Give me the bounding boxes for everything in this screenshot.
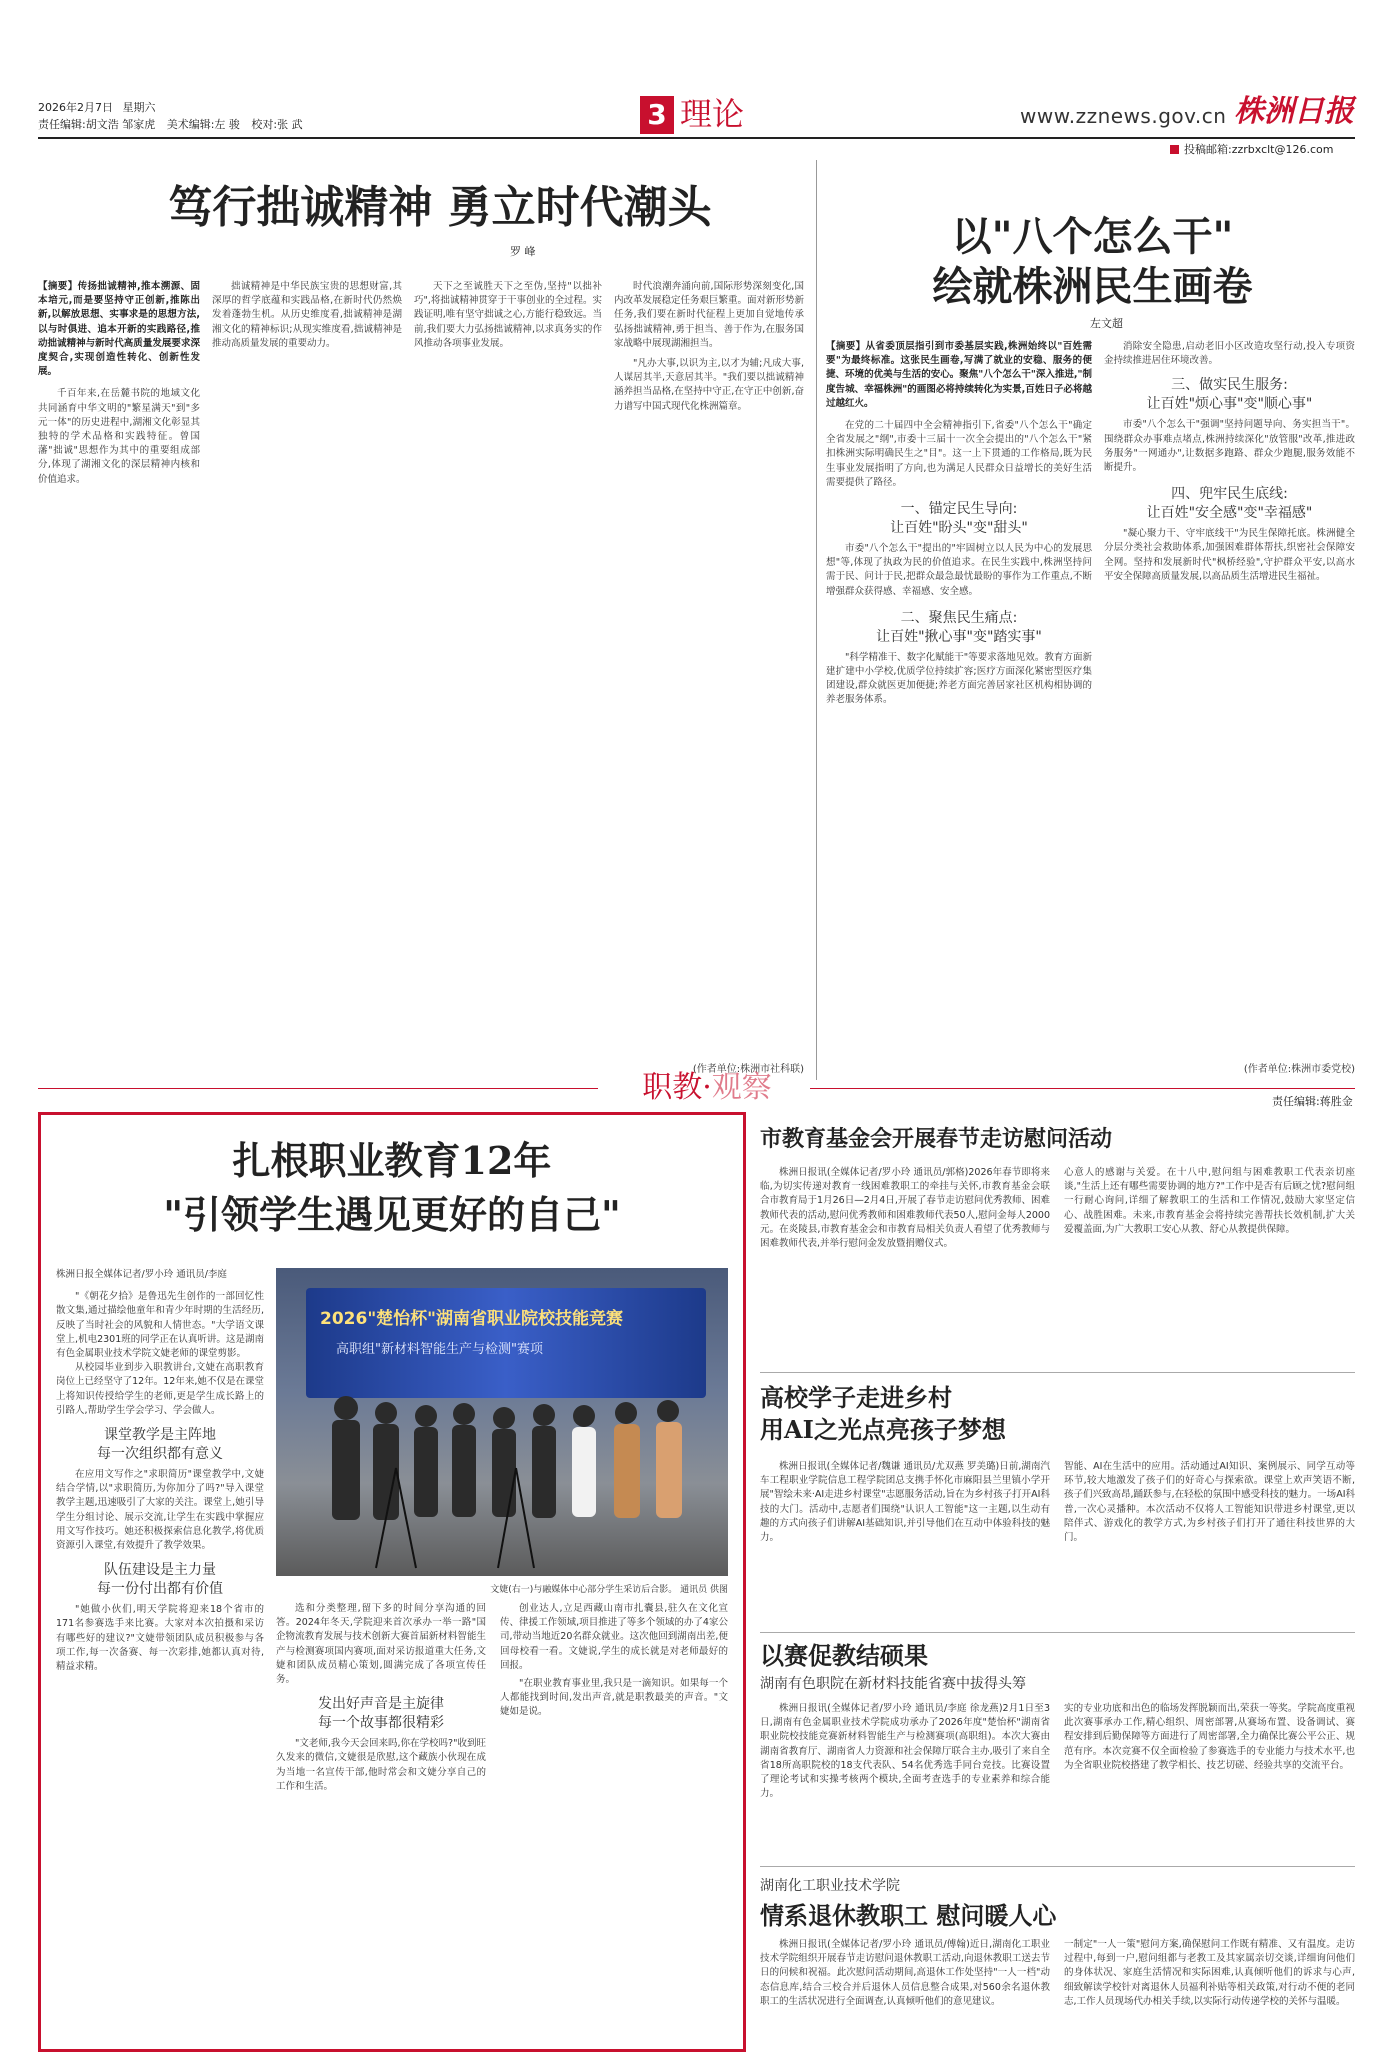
- issue-weekday: 星期六: [122, 101, 156, 114]
- news3-subtitle: 湖南有色职院在新材料技能省赛中拔得头筹: [760, 1676, 1026, 1692]
- article2-section2b: 让百姓"揪心事"变"踏实事": [876, 628, 1042, 645]
- website-url: www.zznews.gov.cn: [1020, 104, 1227, 128]
- feature-sub1-line1: 课堂教学是主阵地: [104, 1427, 216, 1444]
- person-head: [334, 1396, 358, 1420]
- page-section-title: 理论: [680, 95, 745, 133]
- feature-col3-body: 创业达人,立足西藏山南市扎囊县,驻久在文化宣传、律援工作领域,项目推进了等多个领域的办了4家公司,带动当地近20名群众就业。这次他回到湖南出差,便回母校看一看。文婕说,学生的成长就是对老师最好的回报。: [500, 1603, 728, 1671]
- article2-title-line1: 以"八个怎么干": [951, 213, 1234, 260]
- art-editor: 美术编辑:左 骏: [166, 118, 240, 131]
- tripod-leg: [516, 1468, 534, 1568]
- article2-section1: 一、锚定民生导向:: [900, 501, 1018, 518]
- person-head: [615, 1402, 637, 1424]
- article2-section2-body: "科学精准干、数字化赋能干"等要求落地见效。教育方面新建扩建中小学校,优质学位持续扩容;医疗方面深化紧密型医疗集团建设,群众就医更加便捷;养老方面完善居家社区机构相协调的养老服务体系。: [826, 651, 1092, 706]
- article2-author: 左文超: [1090, 317, 1123, 330]
- article2-section4b: 让百姓"安全感"变"幸福感": [1146, 505, 1313, 522]
- news4-body2: 一制定"一人一策"慰问方案,确保慰问工作既有精准、又有温度。走访过程中,每到一户,慰问组都与老教工及其家属亲切交谈,详细询问他们的身体状况、家庭生活情况和实际困难,认真倾听他们的诉求与心声,细致解读学校针对离退休人员福利补贴等相关政策,对行动不便的老同志,工作人员现场代办相关手续,以实际行动传递学校的关怀与温暖。: [1064, 1939, 1355, 2007]
- section-editor: 责任编辑:蒋胜金: [1272, 1095, 1353, 1108]
- section-title-dot: ·: [702, 1070, 712, 1105]
- news2-body2: 智能、AI在生活中的应用。活动通过AI知识、案例展示、同学互动等环节,较大地激发了孩子们的好奇心与探索欲。课堂上欢声笑语不断,孩子们兴致高昂,踊跃参与,在轻松的氛围中感受科技的魅力。一场AI科普,一次心灵播种。本次活动不仅将人工智能知识带进乡村课堂,更以陪伴式、游戏化的教学方式,为乡村孩子们打开了通往科技世界的大门。: [1064, 1461, 1355, 1544]
- paper-logo: 株洲日报: [1234, 94, 1354, 129]
- tripod-leg: [396, 1468, 416, 1568]
- news-divider: [760, 1632, 1355, 1633]
- person-body: [332, 1420, 360, 1520]
- feature-col2-body2: "文老师,我今天会回来吗,你在学校吗?"收到旺久发来的微信,文婕很是欣慰,这个藏族小伙现在成为当地一名宣传干部,他时常会和文婕分享自己的工作和生活。: [276, 1738, 486, 1792]
- editor-line: [38, 117, 303, 132]
- photo-banner-subtitle: 高职组"新材料智能生产与检测"赛项: [336, 1342, 543, 1357]
- article2-section3: 三、做实民生服务:: [1171, 377, 1288, 394]
- feature-sub2-line1: 队伍建设是主力量: [104, 1562, 216, 1579]
- column-divider: [816, 160, 817, 1080]
- feature-lead2: 从校园毕业到步入职教讲台,文婕在高职教育岗位上已经坚守了12年。12年来,她不仅是在课堂上将知识传授给学生的老师,更是学生成长路上的引路人,帮助学生学会学习、学会做人。: [56, 1362, 264, 1416]
- person-head: [493, 1407, 515, 1429]
- news2-title-line1: 高校学子走进乡村: [760, 1383, 952, 1412]
- news2-col1: [760, 1460, 1050, 1625]
- news3-col2: [1064, 1702, 1355, 1862]
- proof-editor: 校对:张 武: [251, 118, 303, 131]
- news1-body: 株洲日报讯(全媒体记者/罗小玲 通讯员/郭格)2026年春节即将来临,为切实传递对教育一线困难教职工的牵挂与关怀,市教育基金会联合市教育局于1月26日—2月4日,开展了春节走访慰问优秀教师、困难教师代表的活动,慰问优秀教师和困难教师代表50人,慰问金每人2000元。在炎陵县,市教育基金会和市教育局相关负责人看望了优秀教师与困难教师代表,并举行慰问金发放暨捐赠仪式。: [760, 1167, 1050, 1250]
- person-body: [532, 1426, 556, 1518]
- article2-section2: 二、聚焦民生痛点:: [900, 609, 1018, 626]
- news3-body: 株洲日报讯(全媒体记者/罗小玲 通讯员/李庭 徐龙燕)2月1日至3日,湖南有色金属职业技术学院成功承办了2026年度"楚怡杯"湖南省职业院校技能竞赛新材料智能生产与检测赛项(高职组)。本次大赛由湖南省教育厅、湖南省人力资源和社会保障厅联合主办,吸引了来自全省18所高职院校的18支代表队、54名优秀选手同台竞技。比赛设置了理论考试和实操考核两个模块,全面考查选手的专业素养和综合能力。: [760, 1703, 1050, 1800]
- issue-date-line: [38, 100, 156, 115]
- feature-byline: 株洲日报全媒体记者/罗小玲 通讯员/李庭: [56, 1269, 227, 1280]
- news-divider: [760, 1866, 1355, 1867]
- article1-body3: 天下之至诚胜天下之至伪,坚持"以拙补巧",将拙诚精神贯穿于干事创业的全过程。实践证明,唯有坚守拙诚之心,方能行稳致远。当前,我们要大力弘扬拙诚精神,以求真务实的作风推动各项事业发展。: [414, 281, 602, 349]
- section-rule-right: [810, 1088, 1355, 1089]
- article1-body1: 千百年来,在岳麓书院的地域文化共同涵育中华文明的"繁星满天"到"多元一体"的历史进程中,湖湘文化彰显其独特的学术品格和实践特征。曾国藩"拙诚"思想作为其中的重要组成部分,体现了湖湘文化的深层精神内核和价值追求。: [38, 388, 200, 485]
- news-divider: [760, 1372, 1355, 1373]
- news4-col2: [1064, 1938, 1355, 2052]
- feature-sub2-line2: 每一份付出都有价值: [97, 1581, 223, 1598]
- feature-sub3-line1: 发出好声音是主旋律: [318, 1696, 444, 1713]
- section-rule-left: [38, 1088, 598, 1089]
- news3-col1: [760, 1702, 1050, 1862]
- feature-title-line1: 扎根职业教育12年: [232, 1138, 552, 1183]
- news4-kicker: 湖南化工职业技术学院: [760, 1878, 900, 1894]
- feature-col1: [56, 1268, 264, 2034]
- article2-section3-lead: 消除安全隐患,启动老旧小区改造攻坚行动,投入专项资金持续推进居住环境改善。: [1104, 341, 1355, 367]
- article1-col4: [614, 280, 804, 1060]
- article1-body4: 时代浪潮奔涌向前,国际形势深刻变化,国内改革发展稳定任务艰巨繁重。面对新形势新任务,我们要在新时代征程上更加自觉地传承弘扬拙诚精神,勇于担当、善于作为,在服务国家战略中展现湖湘担当。: [614, 281, 804, 349]
- section-title-part2: 观察: [711, 1070, 772, 1105]
- news4-body: 株洲日报讯(全媒体记者/罗小玲 通讯员/傅翰)近日,湖南化工职业技术学院组织开展春节走访慰问退休教职工活动,向退休教职工送去节日的问候和祝福。此次慰问活动期间,高退休工作处坚持"一人一档"动态信息库,结合三校合并后退休人员信息整合成果,对560余名退休教职工的生活状况进行全面调查,认真倾听他们的意见建议。: [760, 1939, 1050, 2007]
- feature-col3: [500, 1602, 728, 2034]
- news2-title-line2: 用AI之光点亮孩子梦想: [760, 1415, 1006, 1444]
- person-head: [533, 1404, 555, 1426]
- news3-title: 以赛促教结硕果: [760, 1641, 928, 1670]
- person-body: [452, 1425, 476, 1517]
- article2-col1: [826, 340, 1092, 1060]
- news2-body: 株洲日报讯(全媒体记者/魏谦 通讯员/尤双燕 罗美璐)日前,湖南汽车工程职业学院信息工程学院团总支携手怀化市麻阳县兰里镇小学开展"智绘未来·AI走进乡村课堂"志愿服务活动,旨在为乡村孩子打开AI科技的大门。活动中,志愿者们围绕"认识人工智能"这一主题,以生动有趣的方式向孩子们讲解AI基础知识,并引导他们在互动中体验科技的魅力。: [760, 1461, 1050, 1544]
- issue-date: 2026年2月7日: [38, 101, 113, 114]
- section-bar-title: [612, 1068, 802, 1108]
- article1-author: 罗 峰: [510, 245, 536, 258]
- feature-col3-body2: "在职业教育事业里,我只是一滴知识。如果每一个人都能找到时间,发出声音,就是职教最美的声音。"文婕如是说。: [500, 1678, 728, 1718]
- article2-intro: 在党的二十届四中全会精神指引下,省委"八个怎么干"确定全省发展之"纲",市委十三届十一次全会提出的"八个怎么干"紧扣株洲实际明确民生之"目"。这一上下贯通的工作格局,既为民生事业发展指明了方向,也为满足人民群众日益增长的美好生活需要提供了路径。: [826, 420, 1092, 488]
- article2-section4: 四、兜牢民生底线:: [1171, 486, 1288, 503]
- person-head: [453, 1403, 475, 1425]
- feature-sub2-body: "她做小伙们,明天学院将迎来18个省市的171名参赛选手来比赛。大家对本次拍摄和采访有哪些好的建议?"文婕带领团队成员积极参与各项工作,每一次备赛、每一次彩排,她都认真对待,精益求精。: [56, 1604, 264, 1673]
- article2-section1-body: 市委"八个怎么干"提出的"牢固树立以人民为中心的发展思想"等,体现了执政为民的价值追求。在民生实践中,株洲坚持问需于民、问计于民,把群众最急最忧最盼的事作为工作重点,不断增强群众获得感、幸福感、安全感。: [826, 543, 1092, 597]
- article2-section3-body: 市委"八个怎么干"强调"坚持问题导向、务实担当干"。围绕群众办事难点堵点,株洲持续深化"放管服"改革,推进政务服务"一网通办",让数据多跑路、群众少跑腿,服务效能不断提升。: [1104, 419, 1355, 474]
- article1-unit: (作者单位:株洲市社科联): [692, 1064, 804, 1075]
- article1-col3: [414, 280, 602, 1060]
- news2-col2: [1064, 1460, 1355, 1625]
- article2-abstract: 【摘要】从省委顶层指引到市委基层实践,株洲始终以"百姓需要"为最终标准。这张民生画卷,写满了就业的安稳、服务的便捷、环境的优美与生活的安心。聚焦"八个怎么干"深入推进,"制度告城、幸福株洲"的画图必将持续转化为实景,百姓日子必将越过越红火。: [826, 341, 1092, 409]
- person-body: [414, 1427, 438, 1517]
- article2-col2: [1104, 340, 1355, 1060]
- feature-lead: "《朝花夕拾》是鲁迅先生创作的一部回忆性散文集,通过描绘他童年和青少年时期的生活经历,反映了当时社会的风貌和人情世态。"大学语文课堂上,机电2301班的同学正在认真听讲。这是湖南有色金属职业技术学院文婕老师的课堂剪影。: [56, 1291, 264, 1360]
- person-head: [573, 1405, 595, 1427]
- article1-title: 笃行拙诚精神 勇立时代潮头: [168, 182, 712, 233]
- news1-body2: 心意人的感谢与关爱。在十八中,慰问组与困难教职工代表亲切座谈,"生活上还有哪些需要协调的地方?"工作中是否有后顾之忧?慰问组一行耐心询问,详细了解教职工的生活和工作情况,鼓励大家坚定信心、战胜困难。未来,市教育基金会将持续完善帮扶长效机制,扩大关爱覆盖面,为广大教职工安心从教、舒心从教提供保障。: [1064, 1167, 1355, 1235]
- person-body: [492, 1429, 516, 1517]
- news4-title: 情系退休教职工 慰问暖人心: [760, 1901, 1057, 1930]
- feature-sub1-line2: 每一次组织都有意义: [97, 1446, 223, 1463]
- email-marker-icon: [1170, 145, 1179, 154]
- feature-col2-body: 选和分类整理,留下多的时间分享沟通的回答。2024年冬天,学院迎来首次承办一举一路"国企物流教育发展与技术创新大赛首届新材料智能生产与检测赛项国内赛项,面对采访报道重大任务,文婕和团队成员精心策划,圆满完成了各项宣传任务。: [276, 1603, 486, 1686]
- feature-sub3-line2: 每一个故事都很精彩: [318, 1715, 444, 1732]
- article1-abstract: 【摘要】传扬拙诚精神,推本溯源、固本培元,而是要坚持守正创新,推陈出新,以解放思想、实事求是的思想方法,以与时俱进、追本开新的实践路径,推动拙诚精神与新时代高质量发展要求深度契合,实现创造性转化、创新性发展。: [38, 281, 200, 378]
- photo-banner-text: 2026"楚怡杯"湖南省职业院校技能竞赛: [320, 1309, 624, 1329]
- photo-caption: 文婕(右一)与融媒体中心部分学生采访后合影。 通讯员 供图: [490, 1585, 728, 1595]
- page-number-badge: 3: [640, 96, 674, 134]
- news1-title: 市教育基金会开展春节走访慰问活动: [760, 1126, 1113, 1152]
- article2-unit: (作者单位:株洲市委党校): [1243, 1064, 1355, 1075]
- person-body: [614, 1424, 640, 1518]
- editors: 责任编辑:胡文浩 邹家虎: [38, 118, 156, 131]
- person-head: [415, 1405, 437, 1427]
- article1-body5: "凡办大事,以识为主,以才为辅;凡成大事,人谋居其半,天意居其半。"我们要以拙诚精神涵养担当品格,在坚持中守正,在守正中创新,奋力谱写中国式现代化株洲篇章。: [614, 358, 804, 412]
- header-rule: [38, 137, 1355, 139]
- news1-col2: [1064, 1166, 1355, 1366]
- person-body: [656, 1422, 682, 1518]
- feature-sub1-body: 在应用文写作之"求职简历"课堂教学中,文婕结合学情,以"求职简历,为你加分了吗?"导入课堂教学主题,迅速吸引了大家的关注。课堂上,她引导学生分组讨论、展示交流,让学生在实践中掌握应用文写作技巧。她还积极探索信息化教学,将优质资源引入课堂,有效提升了教学效果。: [56, 1469, 264, 1552]
- section-title-part1: 职教: [642, 1070, 703, 1105]
- article2-section1b: 让百姓"盼头"变"甜头": [890, 520, 1028, 537]
- feature-photo: [276, 1268, 728, 1576]
- news1-col1: [760, 1166, 1050, 1366]
- feature-title-line2: "引领学生遇见更好的自己": [163, 1192, 621, 1237]
- article2-section4-body: "凝心聚力干、守牢底线干"为民生保障托底。株洲健全分层分类社会救助体系,加强困难群体帮扶,织密社会保障安全网。坚持和发展新时代"枫桥经验",守护群众平安,以高水平安全保障高质量发展,以高品质生活增进民生福祉。: [1104, 528, 1355, 582]
- photo-people: [276, 1268, 728, 1576]
- news4-col1: [760, 1938, 1050, 2052]
- news3-body2: 实的专业功底和出色的临场发挥脱颖而出,荣获一等奖。学院高度重视此次赛事承办工作,精心组织、周密部署,从赛场布置、设备调试、赛程安排到后勤保障等方面进行了周密部署,全力确保比赛公平公正、规范有序。本次竞赛不仅全面检验了参赛选手的专业能力与技术水平,也为全省职业院校搭建了教学相长、技艺切磋、经验共享的交流平台。: [1064, 1703, 1355, 1771]
- article2-title-line2: 绘就株洲民生画卷: [932, 263, 1253, 310]
- article1-col1: [38, 280, 200, 1060]
- submission-email: 投稿邮箱:zzrbxclt@126.com: [1184, 143, 1334, 156]
- person-body: [572, 1427, 596, 1517]
- article2-section3b: 让百姓"烦心事"变"顺心事": [1146, 396, 1313, 413]
- person-head: [657, 1400, 679, 1422]
- person-head: [375, 1402, 397, 1424]
- feature-col2: [276, 1602, 486, 2034]
- article1-body2: 拙诚精神是中华民族宝贵的思想财富,其深厚的哲学底蕴和实践品格,在新时代仍然焕发着蓬勃生机。从历史维度看,拙诚精神是湖湘文化的精神标识;从现实维度看,拙诚精神是推动高质量发展的重要动力。: [212, 281, 402, 349]
- article1-col2: [212, 280, 402, 1060]
